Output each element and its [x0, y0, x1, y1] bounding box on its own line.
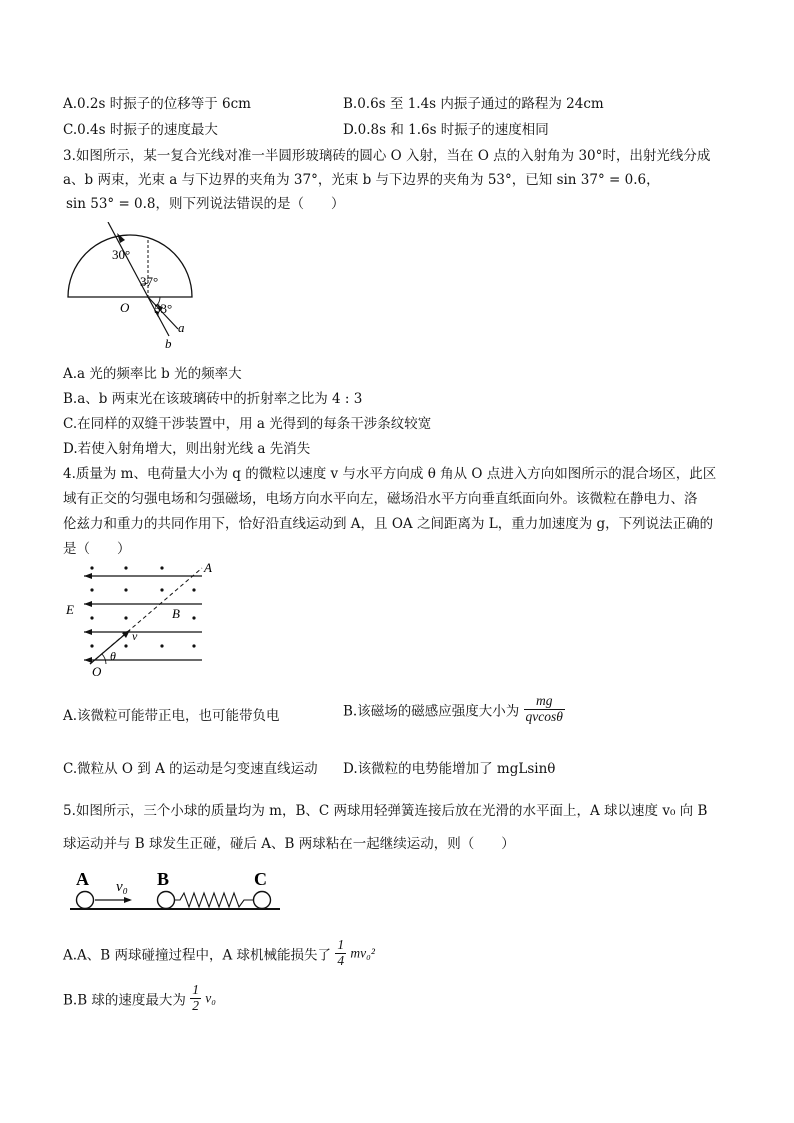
- q4-option-a: A.该微粒可能带正电，也可能带负电: [63, 708, 280, 724]
- velocity-v0-label: v₀: [116, 879, 128, 895]
- q5-stem-line-1: 5.如图所示，三个小球的质量均为 m，B、C 两球用轻弹簧连接后放在光滑的水平面上，A 球以速度 v₀ 向 B: [63, 803, 708, 819]
- q5-option-b-fraction: [190, 983, 201, 1014]
- q4-option-b-fraction: [524, 694, 565, 725]
- q5-option-a: [63, 938, 375, 969]
- q5-option-a-text: A.A、B 两球碰撞过程中，A 球机械能损失了: [63, 947, 332, 964]
- q3-option-d: D.若使入射角增大，则出射光线 a 先消失: [63, 441, 311, 457]
- ray-a-label: a: [178, 320, 185, 335]
- ball-b: [158, 892, 175, 909]
- q3-stem-line-3: sin 53° = 0.8，则下列说法错误的是（ ）: [66, 196, 345, 212]
- fraction-denominator: 4: [337, 952, 345, 968]
- q4-stem-line-3: 伦兹力和重力的共同作用下，恰好沿直线运动到 A，且 OA 之间距离为 L，重力加速度为 g，下列说法正确的: [63, 516, 714, 532]
- fraction-numerator: mg: [524, 694, 565, 710]
- q3-option-a: A.a 光的频率比 b 光的频率大: [63, 366, 242, 382]
- ray-b-label: b: [165, 336, 172, 351]
- q3-option-c: C.在同样的双缝干涉装置中，用 a 光得到的每条干涉条纹较宽: [63, 416, 432, 432]
- point-o-label: O: [92, 664, 102, 679]
- q5-option-b: [63, 983, 216, 1014]
- q4-stem-line-1: 4.质量为 m、电荷量大小为 q 的微粒以速度 v 与水平方向成 θ 角从 O 点进入方向如图所示的混合场区，此区: [63, 466, 717, 482]
- point-o-label: O: [120, 300, 130, 315]
- ball-c-label: C: [254, 869, 267, 889]
- ball-b-label: B: [157, 869, 170, 889]
- angle-37-label: 37°: [140, 274, 159, 289]
- ball-a: [77, 892, 94, 909]
- q5-option-a-fraction: [335, 938, 346, 969]
- velocity-label: v: [132, 629, 138, 643]
- q4-option-c: C.微粒从 O 到 A 的运动是匀变速直线运动: [63, 761, 318, 777]
- q2-option-c: C.0.4s 时振子的速度最大: [63, 122, 218, 138]
- ball-a-label: A: [76, 869, 89, 889]
- field-region-figure: [62, 560, 222, 680]
- q2-option-a: A.0.2s 时振子的位移等于 6cm: [63, 96, 251, 112]
- fraction-numerator: 1: [337, 937, 345, 952]
- spring: [175, 893, 253, 907]
- theta-label: θ: [110, 649, 116, 663]
- q3-option-b: B.a、b 两束光在该玻璃砖中的折射率之比为 4 : 3: [63, 391, 363, 407]
- semicircle-glass-figure: [60, 222, 210, 352]
- q4-option-b-text: B.该磁场的磁感应强度大小为: [343, 703, 520, 720]
- semicircle-outline: [68, 235, 192, 297]
- q2-option-d: D.0.8s 和 1.6s 时振子的速度相同: [343, 122, 549, 138]
- fraction-numerator: 1: [192, 982, 199, 997]
- q4-stem-line-2: 域有正交的匀强电场和匀强磁场，电场方向水平向左，磁场沿水平方向垂直纸面向外。该微粒在静电力、洛: [63, 491, 698, 507]
- ball-c: [254, 892, 271, 909]
- q4-option-d: D.该微粒的电势能增加了 mgLsinθ: [343, 761, 556, 777]
- q5-option-a-expression: mv₀²: [350, 945, 375, 961]
- q5-option-b-expression: v₀: [205, 990, 216, 1006]
- three-balls-spring-figure: [68, 866, 288, 916]
- q5-option-b-text: B.B 球的速度最大为: [63, 992, 186, 1009]
- q4-stem-line-4: 是（ ）: [63, 541, 131, 557]
- q2-option-b: B.0.6s 至 1.4s 内振子通过的路程为 24cm: [343, 96, 604, 112]
- q3-stem-line-1: 3.如图所示，某一复合光线对准一半圆形玻璃砖的圆心 O 入射，当在 O 点的入射角为 30°时，出射光线分成: [63, 148, 711, 164]
- q3-stem-line-2: a、b 两束，光束 a 与下边界的夹角为 37°，光束 b 与下边界的夹角为 53°，已知 sin 37° = 0.6，: [63, 172, 660, 188]
- point-a-label: A: [204, 560, 212, 575]
- fraction-denominator: qvcosθ: [525, 708, 563, 724]
- fraction-denominator: 2: [192, 997, 199, 1013]
- field-b-label: B: [172, 606, 180, 621]
- q4-option-b: [343, 694, 565, 725]
- angle-53-label: 53°: [154, 301, 173, 316]
- q5-stem-line-2: 球运动并与 B 球发生正碰，碰后 A、B 两球粘在一起继续运动，则（ ）: [63, 836, 515, 852]
- field-e-label: E: [66, 602, 74, 617]
- angle-30-label: 30°: [112, 247, 131, 262]
